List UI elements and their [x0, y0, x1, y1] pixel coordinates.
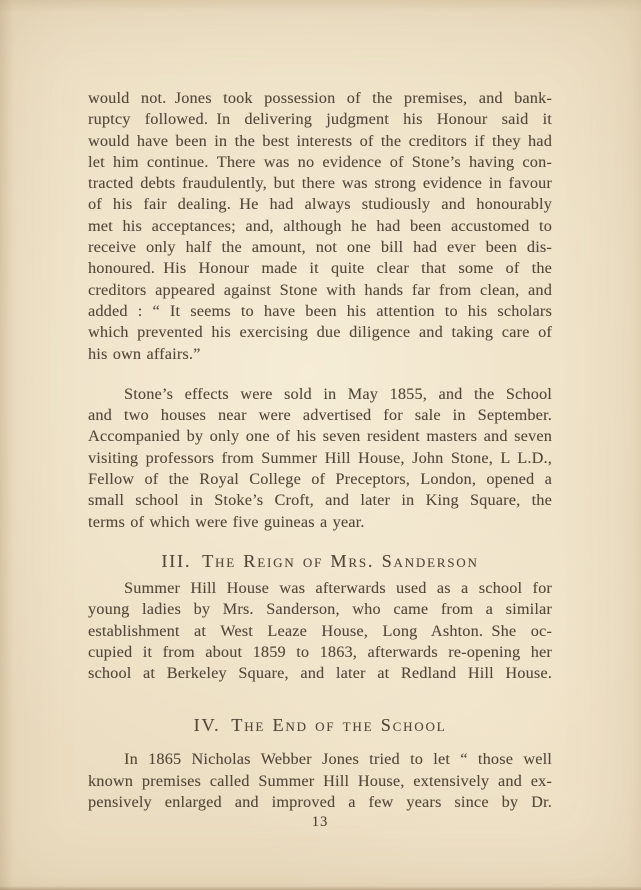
text-line: his own affairs.”	[88, 344, 201, 363]
text-line: would have been in the best interests of the creditors if they had	[88, 131, 552, 150]
text-line: added : “ It seems to have been his attention to his scholars	[88, 301, 552, 320]
text-line: small school in Stoke’s Croft, and later in King Square, the	[88, 491, 552, 510]
text-line: In 1865 Nicholas Webber Jones tried to let “ those well	[124, 750, 552, 769]
text-line: Stone’s effects were sold in May 1855, and the School	[124, 384, 552, 403]
paragraph	[88, 749, 552, 813]
text-line: pensively enlarged and improved a few years since by Dr.	[88, 793, 552, 812]
text-line: of his fair dealing. He had always studiously and honourably	[88, 195, 552, 214]
text-line: creditors appeared against Stone with hands far from clean, and	[88, 280, 552, 299]
text-line: young ladies by Mrs. Sanderson, who came from a similar	[88, 600, 552, 619]
text-line: receive only half the amount, not one bill had ever been dis-	[88, 238, 552, 257]
text-line: which prevented his exercising due diligence and taking care of	[88, 323, 552, 342]
text-line: would not. Jones took possession of the premises, and bank-	[88, 89, 552, 107]
page-number: 13	[311, 814, 329, 830]
page-text-block	[88, 88, 552, 813]
paragraph	[88, 88, 552, 365]
text-line: terms of which were five guineas a year.	[88, 512, 365, 531]
text-line: and two houses near were advertised for sale in September.	[88, 406, 552, 425]
text-line: known premises called Summer Hill House, extensively and ex-	[88, 771, 552, 790]
section-heading: IV. The End of the School	[193, 715, 447, 736]
text-line: ruptcy followed. In delivering judgment his Honour said it	[88, 110, 552, 129]
text-line: honoured. His Honour made it quite clear that some of the	[88, 259, 552, 278]
text-line: met his acceptances; and, although he had been accustomed to	[88, 216, 552, 235]
paragraph	[88, 384, 552, 533]
paragraph	[88, 578, 552, 684]
text-line: establishment at West Leaze House, Long Ashton. She oc-	[88, 621, 552, 640]
text-line: tracted debts fraudulently, but there was strong evidence in favour	[88, 174, 552, 193]
text-line: Summer Hill House was afterwards used as a school for	[124, 578, 552, 597]
text-line: Accompanied by only one of his seven resident masters and seven	[88, 427, 552, 446]
text-line: Fellow of the Royal College of Preceptors, London, opened a	[88, 470, 552, 489]
section-heading: III. The Reign of Mrs. Sanderson	[161, 550, 479, 571]
text-line: cupied it from about 1859 to 1863, afterwards re-opening her	[88, 642, 552, 661]
text-line: let him continue. There was no evidence of Stone’s having con-	[88, 152, 552, 171]
text-line: school at Berkeley Square, and later at Redland Hill House.	[88, 664, 552, 683]
text-line: visiting professors from Summer Hill House, John Stone, L L.D.,	[88, 448, 552, 467]
